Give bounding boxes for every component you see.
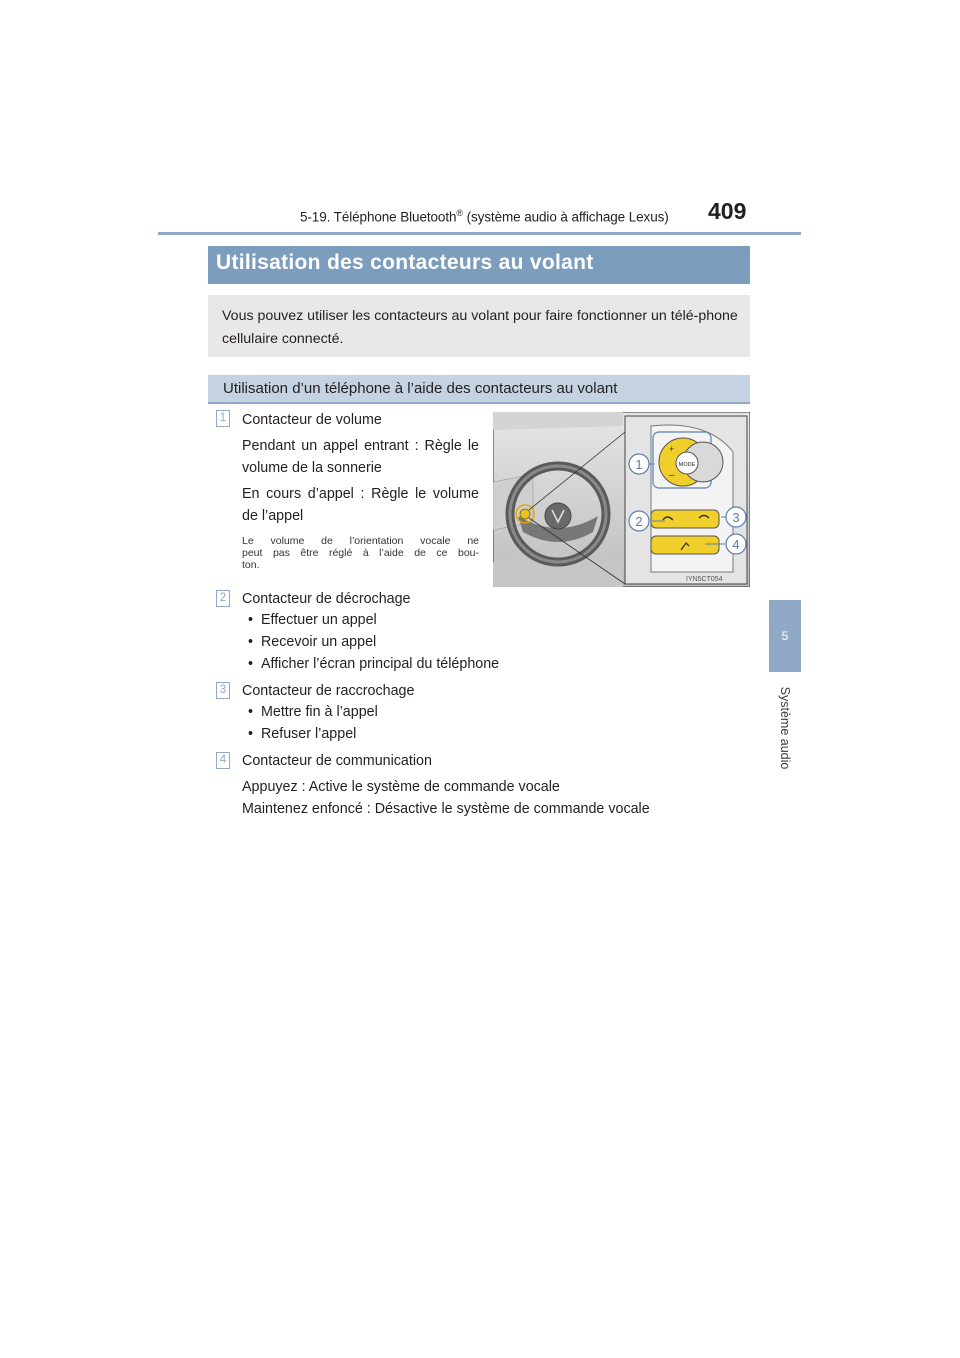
bullet-text: Afficher l’écran principal du téléphone	[260, 656, 500, 672]
section-header-prefix: 5-19. Téléphone Bluetooth	[300, 209, 457, 225]
bullet-item: • Mettre fin à l’appel	[248, 704, 378, 720]
callout-3	[726, 507, 746, 527]
item-1-text: de l’appel	[242, 508, 304, 524]
svg-text:1: 1	[635, 457, 643, 472]
item-number-1: 1	[216, 410, 230, 427]
bullet-text: Refuser l’appel	[260, 726, 357, 742]
steering-switch-illustration	[493, 412, 750, 587]
page-number: 409	[708, 198, 747, 224]
bullet-text: Mettre fin à l’appel	[260, 704, 378, 720]
item-number-3: 3	[216, 682, 230, 699]
svg-text:+: +	[669, 444, 675, 454]
item-1-text: En cours d’appel : Règle le volume	[242, 486, 479, 502]
section-header	[300, 208, 669, 225]
item-3-heading: Contacteur de raccrochage	[242, 683, 415, 699]
item-2-heading: Contacteur de décrochage	[242, 591, 411, 607]
subsection-title: Utilisation d’un téléphone à l’aide des contacteurs au volant	[223, 380, 618, 397]
bullet-text: Recevoir un appel	[260, 634, 377, 650]
chapter-tab: 5	[769, 600, 801, 672]
subsection-bar	[208, 375, 750, 404]
intro-text: Vous pouvez utiliser les contacteurs au volant pour faire fonctionner un télé-phone cellulaire connecté.	[222, 308, 738, 347]
callout-1	[629, 454, 649, 474]
item-4-text: Appuyez : Active le système de commande vocale	[242, 779, 560, 795]
callout-4	[726, 534, 746, 554]
item-number-2: 2	[216, 590, 230, 607]
svg-text:–: –	[669, 470, 675, 481]
chapter-label-text: Système audio	[778, 686, 792, 770]
section-header-suffix: (système audio à affichage Lexus)	[462, 209, 669, 225]
svg-text:4: 4	[732, 537, 740, 552]
bullet-text: Effectuer un appel	[260, 612, 377, 628]
page-title: Utilisation des contacteurs au volant	[216, 251, 594, 274]
item-4-text: Maintenez enfoncé : Désactive le système de commande vocale	[242, 801, 650, 817]
bullet-item: • Afficher l’écran principal du téléphone	[248, 656, 500, 672]
header-rule	[158, 232, 801, 235]
callout-2	[629, 511, 649, 531]
bullet-item: • Refuser l’appel	[248, 726, 357, 742]
bullet-item: • Recevoir un appel	[248, 634, 377, 650]
item-1-heading: Contacteur de volume	[242, 412, 382, 428]
svg-text:2: 2	[635, 514, 643, 529]
title-bar	[208, 246, 750, 284]
item-1-note: Le volume de l’orientation vocale ne	[242, 535, 479, 547]
registered-mark: ®	[456, 208, 463, 218]
figure-code: IYN5CT054	[686, 576, 723, 583]
item-1-note: ton.	[242, 559, 260, 571]
mode-label: MODE	[678, 462, 696, 468]
item-number-4: 4	[216, 752, 230, 769]
item-1-text: Pendant un appel entrant : Règle le	[242, 438, 479, 454]
chapter-label	[770, 678, 800, 778]
svg-text:3: 3	[732, 510, 740, 525]
bullet-item: • Effectuer un appel	[248, 612, 377, 628]
item-4-heading: Contacteur de communication	[242, 753, 432, 769]
intro-box	[208, 295, 750, 357]
item-1-text: volume de la sonnerie	[242, 460, 382, 476]
item-1-note: peut pas être réglé à l’aide de ce bou-	[242, 547, 479, 559]
